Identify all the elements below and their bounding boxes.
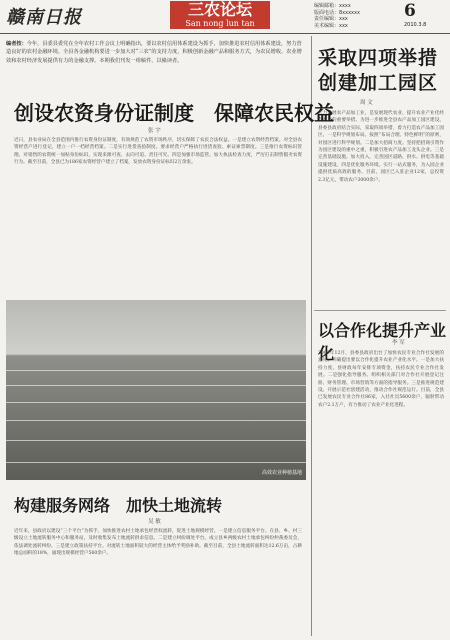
bottom-article-body: 近年来，县政府以建设“三个平台”为抓手，加快推进农村土地承包经营权流转，促进土地规模经营。一是建立信息服务平台。在县、乡、村三级设立土地流转服务中心和服务站，及时收集发布土地流转供求信息。二是建立纠纷调处平台。成立县乡两级农村土地承包纠纷仲裁委员会，依法调处流转纠纷。三是建立政策扶持平台。对流转土地面积较大的经营主体给予奖励补助。截至目前，全县土地流转面积达12.6万亩，占耕地总面积的18%，涌现出规模经营户560余户。: [14, 529, 302, 557]
right-article-body: 大力发展农产品加工业，是发展现代农业、提升农业产业化经营水平的重要举措。为进一步推进全县农产品加工园区建设，县委县政府结合实际，采取四项举措，着力打造农产品加工园区。一是科学规划布局。按照“布局合理、特色鲜明”的原则，对园区进行科学规划。二是加大招商力度。坚持把招商引资作为园区建设的重中之重，积极引进农产品加工龙头企业。三是完善基础设施。加大投入，完善园区道路、供水、供电等基础设施建设。四是优化服务环境。实行一站式服务，为入园企业提供优质高效的服务。目前，园区已入驻企业12家，总投资2.3亿元，带动农户3000余户。: [318, 111, 444, 183]
industry-article-body: 2009年12月，县委县政府出台了加快农民专业合作社发展的意见，明确提出要以合作化提升农业产业化水平。一是加大扶持力度。县财政每年安排专项资金，扶持农民专业合作社发展。二是强化指导服务。组织相关部门对合作社开展登记注册、财务管理、市场营销等方面的指导服务。三是推进规范建设。开展示范社创建活动，推动合作社规范运行。目前，全县已发展农民专业合作社86家，入社社员5600余户，辐射带动农户2.1万户，有力推动了农业产业化进程。: [318, 351, 444, 408]
right-byline: 周 文: [360, 100, 373, 106]
info-line: 美术编辑：xxx: [314, 22, 348, 29]
column-divider: [311, 36, 312, 636]
right-headline-line2: 创建加工园区: [318, 72, 439, 94]
section-title: 三农论坛: [187, 0, 252, 19]
credit-article-body: 近日，县农业局在全县范围内推行农资身份证制度，有效规范了农资市场秩序，切实保障了农民合法权益。一是建立农资经营档案。对全县农资经营户进行登记，建立一户一档经营档案。二是实行进货查验制度。要求经营户严格执行进货查验、索证索票制度。三是推行农资标识管理。对销售的农资统一加贴身份标识，实现来源可查、去向可追、责任可究。四是加强市场监管。加大执法检查力度，严厉打击制售假劣农资行为。截至目前，全县已为186家农资经营户建立了档案，发放农资身份证标识2万余张。: [14, 138, 302, 166]
bottom-headline: 构建服务网络 加快土地流转: [14, 496, 223, 515]
farm-field-photo: [6, 300, 306, 480]
right-section-rule: [314, 310, 446, 311]
credit-headline: 创设农资身份证制度 保障农民权益: [14, 101, 334, 125]
info-line: 版面电话：8xxxxxx: [314, 9, 360, 16]
info-line: 编辑邮箱：xxxx: [314, 3, 351, 9]
editor-note-text: 今年，县委县委党在全年农村工作会议上明确指出，要以农村信用体系建设为抓手，加快推进农村信用体系建设，努力营造良好的农村金融环境。全县各金融机构要进一步加大对“三农”的支持力度，积极创新金融产品和服务方式，为农民增收、农业增效和农村经济发展提供有力的金融支撑。本期我们刊发一组稿件，以飨读者。: [6, 41, 302, 64]
header-info: [314, 3, 360, 29]
industry-byline: 李 军: [392, 340, 405, 346]
page-number: 6: [404, 1, 416, 21]
info-line: 责任编辑：xxx: [314, 16, 348, 22]
newspaper-logo: 赣南日报: [6, 7, 82, 28]
editor-note: [6, 40, 306, 65]
section-banner: [170, 1, 270, 29]
bottom-byline: 吴 敏: [148, 519, 161, 525]
issue-date: 2010.3.8: [404, 22, 427, 28]
photo-caption: 高效农业种植基地: [261, 470, 302, 476]
right-headline-line1: 采取四项举措: [318, 47, 439, 69]
industry-headline: 以合作化提升产业化: [318, 321, 447, 363]
editor-note-label: 编者按：: [6, 41, 27, 47]
credit-byline: 张 宇: [148, 128, 161, 134]
header-rule: [0, 33, 450, 34]
section-subtitle: San nong lun tan: [185, 19, 255, 28]
